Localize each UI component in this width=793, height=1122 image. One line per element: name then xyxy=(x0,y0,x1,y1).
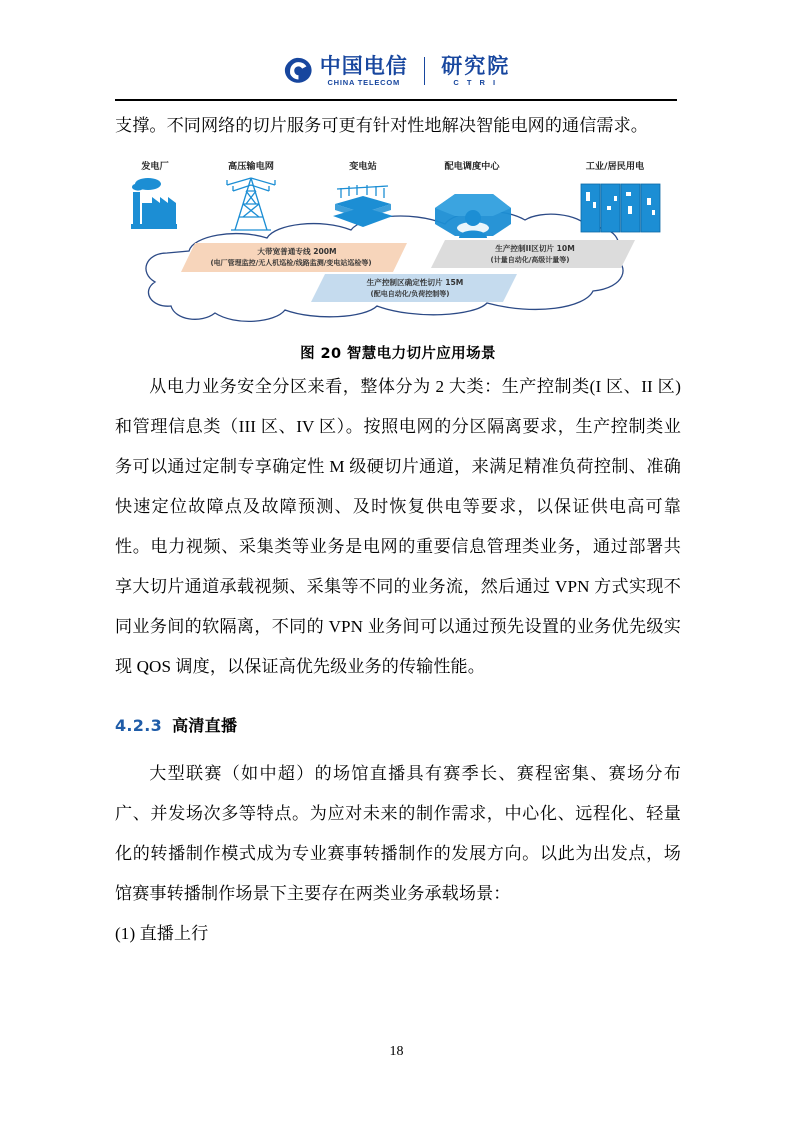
substation-icon xyxy=(333,185,393,227)
page-number: 18 xyxy=(389,1044,404,1059)
figure-node-label-0: 发电厂 xyxy=(141,161,169,172)
logo-english-text: CHINA TELECOM xyxy=(327,77,401,87)
logo-divider xyxy=(424,57,426,85)
section-heading-4-2-3 xyxy=(115,713,681,736)
slice-band-gray-title: 生产控制II区切片 10M xyxy=(495,244,575,253)
transmission-tower-icon xyxy=(227,178,275,230)
paragraph-list-item-1: (1) 直播上行 xyxy=(115,924,209,943)
page-content xyxy=(115,106,681,954)
logo-institute-abbr: C T R I xyxy=(453,77,499,87)
logo-chinese-block xyxy=(319,53,408,87)
figure-node-label-4: 工业/居民用电 xyxy=(585,161,645,172)
slice-band-blue-subtitle: (配电自动化/负荷控制等) xyxy=(370,290,450,298)
figure-20-caption: 图 20 智慧电力切片应用场景 xyxy=(300,346,496,362)
figure-node-label-2: 变电站 xyxy=(349,161,377,172)
slice-band-orange-title: 大带宽普通专线 200M xyxy=(257,247,337,256)
header-divider-rule xyxy=(115,99,677,101)
dispatch-center-icon xyxy=(435,194,511,238)
paragraph-live-broadcast: 大型联赛（如中超）的场馆直播具有赛季长、赛程密集、赛场分布广、并发场次多等特点。为应对未来的制作需求，中心化、远程化、轻量化的转播制作模式成为专业赛事转播制作的发展方向。以此为出发点，场馆赛事转播制作场景下主要存在两类业务承载场景： xyxy=(115,764,681,903)
slice-band-gray-subtitle: (计量自动化/高级计量等) xyxy=(490,256,570,264)
industrial-residential-icon xyxy=(581,184,660,232)
china-telecom-logo xyxy=(283,53,511,87)
figure-20-graphic xyxy=(115,158,681,338)
logo-institute-text: 研究院 xyxy=(441,53,511,78)
figure-20 xyxy=(115,158,681,362)
slice-band-orange-subtitle: (电厂管理监控/无人机巡检/线路监测/变电站巡检等) xyxy=(210,259,372,267)
logo-chinese-text: 中国电信 xyxy=(319,53,408,78)
slice-band-blue xyxy=(311,274,517,302)
page-header xyxy=(0,42,793,100)
logo-institute-block xyxy=(441,53,511,87)
china-telecom-logo-icon xyxy=(283,56,313,86)
figure-node-label-3: 配电调度中心 xyxy=(444,161,500,172)
figure-node-label-1: 高压输电网 xyxy=(228,161,274,172)
power-plant-icon xyxy=(131,178,177,229)
slice-band-orange xyxy=(181,243,407,272)
paragraph-power-slicing: 从电力业务安全分区来看，整体分为 2 大类：生产控制类(I 区、II 区)和管理信息类（III 区、IV 区）。按照电网的分区隔离要求，生产控制类业务可以通过定制专享确定性 M 级硬切片通道，来满足精准负荷控制、准确快速定位故障点及故障预测、及时恢复供电等要求，以保证供电高可靠性。电力视频、采集类等业务是电网的重要信息管理类业务，通过部署共享大切片通道承载视频、采集等不同的业务流，然后通过 VPN 方式实现不同业务间的软隔离，不同的 VPN 业务间可以通过预先设置的业务优先级实现 QOS 调度，以保证高优先级业务的传输性能。 xyxy=(115,377,681,676)
slice-band-gray xyxy=(431,240,635,268)
section-heading-text: 高清直播 xyxy=(172,716,238,735)
section-heading-number: 4.2.3 xyxy=(115,716,163,735)
paragraph-continuation: 支撑。不同网络的切片服务可更有针对性地解决智能电网的通信需求。 xyxy=(115,116,649,135)
slice-band-blue-title: 生产控制区确定性切片 15M xyxy=(366,278,464,287)
